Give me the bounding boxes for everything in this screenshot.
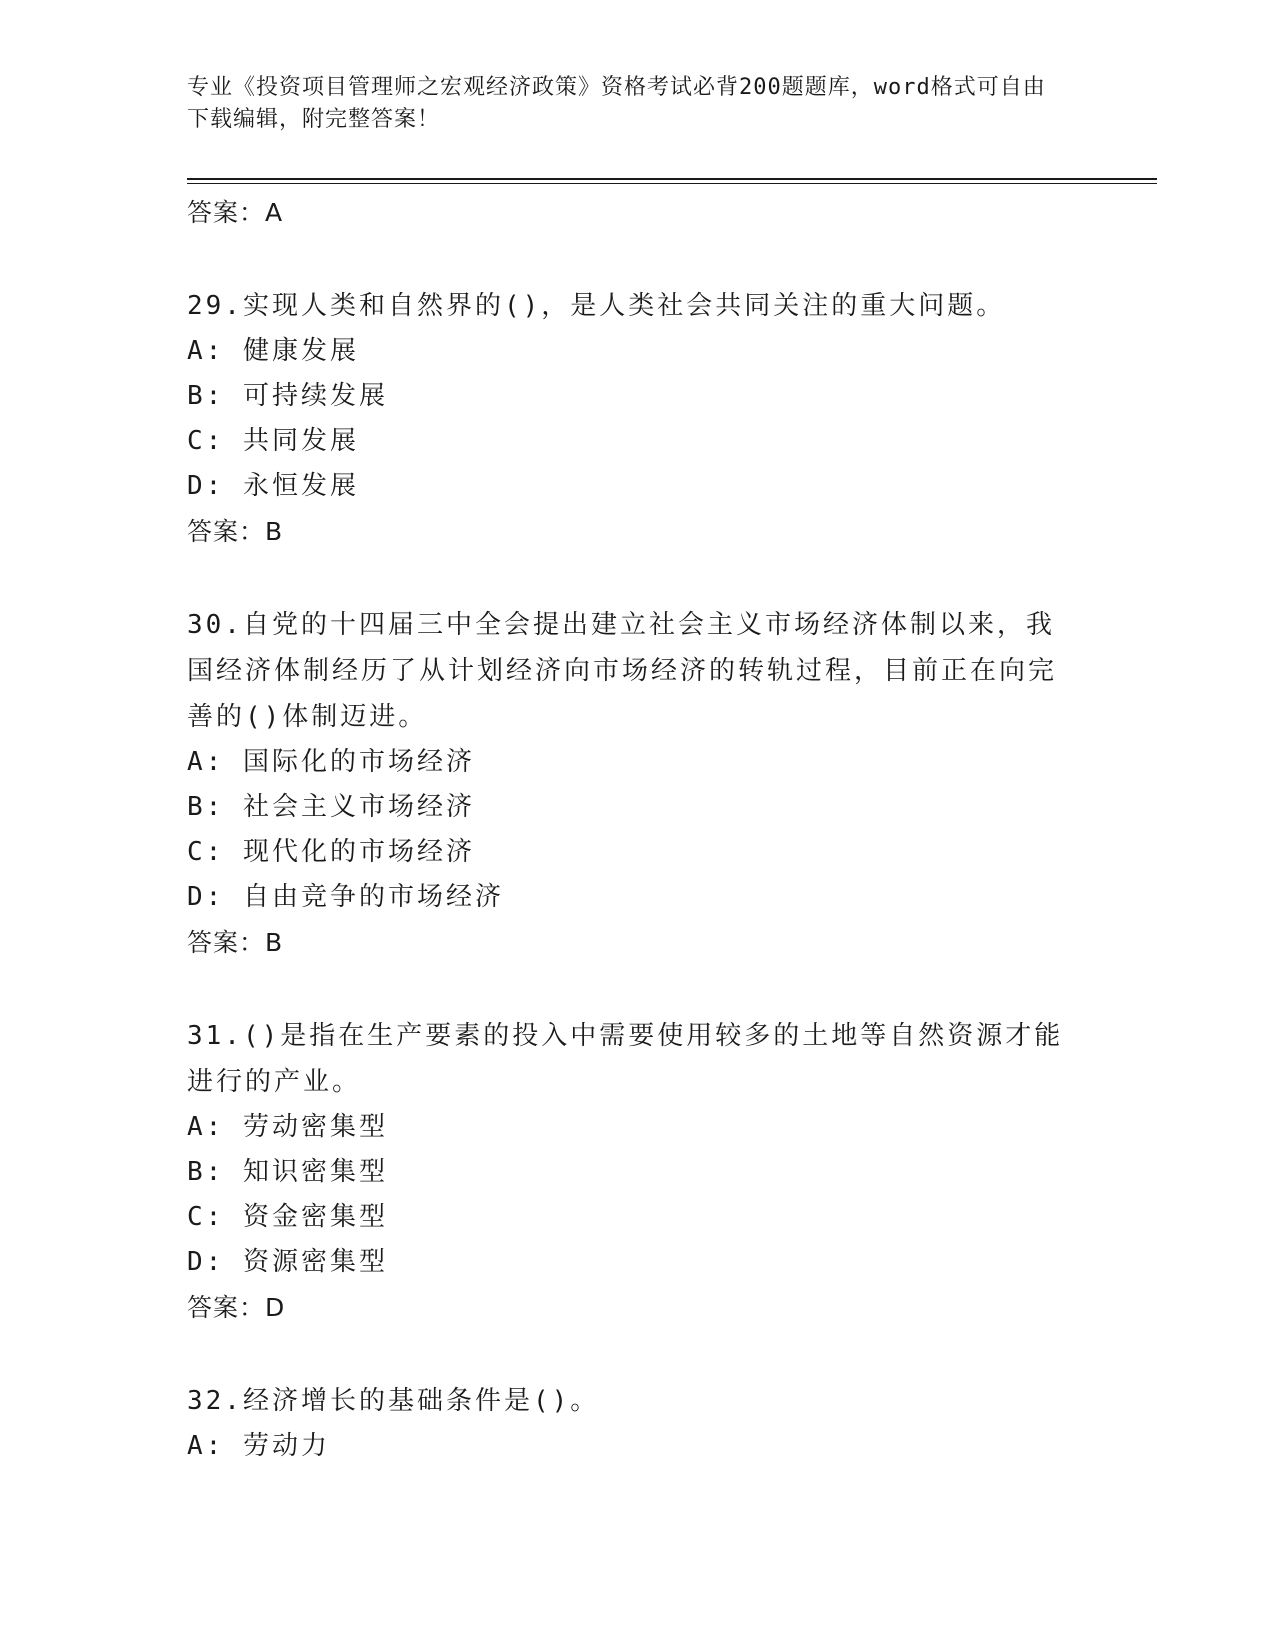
spacer (187, 235, 1087, 283)
option-c: C: 资金密集型 (187, 1202, 388, 1232)
answer-line: 答案：D (187, 1293, 286, 1322)
option-c: C: 共同发展 (187, 426, 359, 456)
option-b: B: 知识密集型 (187, 1157, 388, 1187)
question-stem: 29.实现人类和自然界的()，是人类社会共同关注的重大问题。 (187, 291, 1006, 321)
question-29 (187, 283, 1087, 554)
question-stem: 31.()是指在生产要素的投入中需要使用较多的土地等自然资源才能进行的产业。 (187, 1021, 1064, 1097)
option-a: A: 健康发展 (187, 336, 359, 366)
option-a: A: 国际化的市场经济 (187, 747, 475, 777)
question-30 (187, 602, 1087, 965)
spacer (187, 965, 1087, 1013)
question-list (187, 190, 1087, 1469)
question-31 (187, 1013, 1087, 1330)
question-32 (187, 1378, 1087, 1469)
option-a: A: 劳动力 (187, 1431, 330, 1461)
option-d: D: 永恒发展 (187, 471, 359, 501)
spacer (187, 554, 1087, 602)
option-b: B: 社会主义市场经济 (187, 792, 475, 822)
option-c: C: 现代化的市场经济 (187, 837, 475, 867)
header-divider (187, 178, 1157, 184)
question-stem: 30.自党的十四届三中全会提出建立社会主义市场经济体制以来，我国经济体制经历了从计划经济向市场经济的转轨过程，目前正在向完善的()体制迈进。 (187, 610, 1058, 732)
answer-line: 答案：B (187, 517, 284, 546)
spacer (187, 1330, 1087, 1378)
option-a: A: 劳动密集型 (187, 1112, 388, 1142)
answer-line: 答案：B (187, 928, 284, 957)
option-d: D: 资源密集型 (187, 1247, 388, 1277)
question-stem: 32.经济增长的基础条件是()。 (187, 1386, 600, 1416)
option-d: D: 自由竞争的市场经济 (187, 882, 504, 912)
document-header: 专业《投资项目管理师之宏观经济政策》资格考试必背200题题库，word格式可自由下载编辑，附完整答案！ (187, 75, 1046, 132)
option-b: B: 可持续发展 (187, 381, 388, 411)
answer-line: 答案：A (187, 198, 284, 227)
